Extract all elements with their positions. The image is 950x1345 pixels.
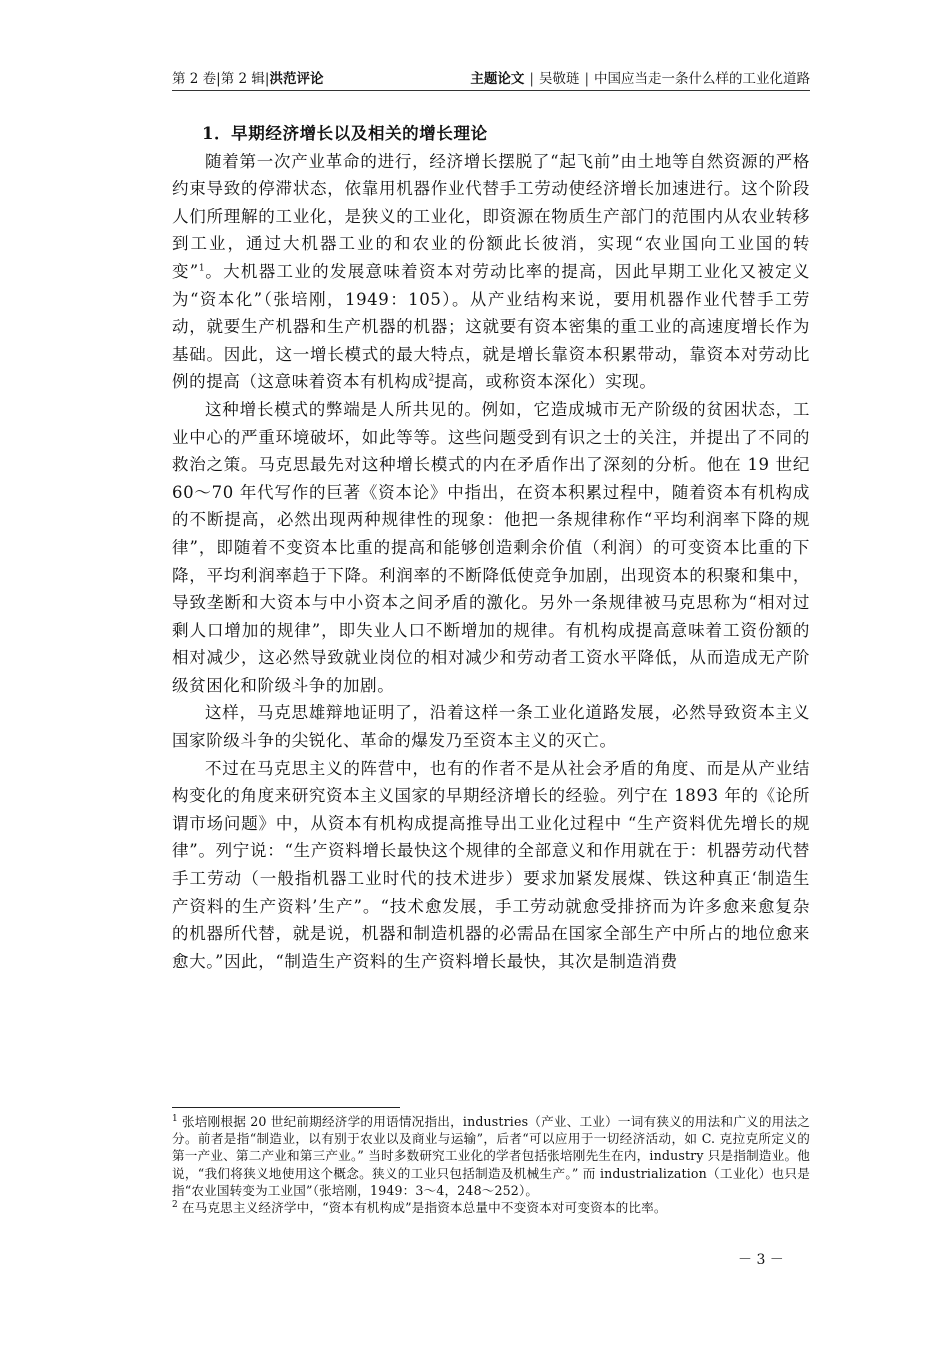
header-article-title: 中国应当走一条什么样的工业化道路: [594, 71, 810, 87]
section-heading: 1．早期经济增长以及相关的增长理论: [202, 124, 488, 143]
footnote-1: [172, 1113, 810, 1199]
header-section: 主题论文: [470, 71, 525, 87]
paragraph-text: 随着第一次产业革命的进行，经济增长摆脱了“起飞前”由土地等自然资源的严格约束导致的停滞状态，依靠用机器作业代替手工劳动使经济增长加速进行。这个阶段人们所理解的工业化，是狭义的工业化，即资源在物质生产部门的范围内从农业转移到工业，通过大机器工业的和农业的份额此长彼消，实现“农业国向工业国的转变”: [172, 151, 810, 281]
page-number: － 3 －: [738, 1252, 784, 1268]
footnote-ref-1: 1: [198, 263, 205, 274]
footnote-mark: 2: [172, 1199, 178, 1210]
footnote-ref-2: 2: [428, 373, 435, 384]
body-text: [172, 120, 810, 975]
header-author: 吴敬琏: [538, 71, 580, 87]
paragraph: 不过在马克思主义的阵营中，也有的作者不是从社会矛盾的角度、而是从产业结构变化的角度来研究资本主义国家的早期经济增长的经验。列宁在 1893 年的《论所谓市场问题》中，从资本有机构成提高推导出工业化过程中 “生产资料优先增长的规律”。列宁说：“生产资料增长最快这个规律的全部意义和作用就在于：机器劳动代替手工劳动（一般指机器工业时代的技术进步）要求加紧发展煤、铁这种真正‘制造生产资料的生产资料’生产”。“技术愈发展，手工劳动就愈受排挤而为许多愈来愈复杂的机器所代替，就是说，机器和制造机器的必需品在国家全部生产中所占的地位愈来愈大。”因此，“制造生产资料的生产资料增长最快，其次是制造消费: [172, 758, 810, 971]
paragraph-text: 提高，或称资本深化）实现。: [434, 372, 657, 392]
header-volume: 第 2 卷|第 2 辑|: [172, 71, 270, 87]
paragraph: [172, 148, 810, 396]
paragraph-text: 。大机器工业的发展意味着资本对劳动比率的提高，因此早期工业化又被定义为“资本化”（张培刚，1949：105）。从产业结构来说，要用机器作业代替手工劳动，就要生产机器和生产机器的机器；这就要有资本密集的重工业的高速度增长作为基础。因此，这一增长模式的最大特点，就是增长靠资本积累带动，靠资本对劳动比例的提高（这意味着资本有机构成: [172, 261, 810, 392]
footnote-text: 张培刚根据 20 世纪前期经济学的用语情况指出，industries（产业、工业）一词有狭义的用法和广义的用法之分。前者是指“制造业，以有别于农业以及商业与运输”，后者“可以应用于一切经济活动，如 C. 克拉克所定义的第一产业、第二产业和第三产业。” 当时多数研究工业化的学者包括张培刚先生在内，industry 只是指制造业。他说，“我们将狭义地使用这个概念。狭义的工业只包括制造及机械生产。” 而 industrialization（工业化）也只是指“农业国转变为工业国”（张培刚，1949：3～4，248～252）。: [172, 1114, 810, 1198]
footnote-text: 在马克思主义经济学中，“资本有机构成”是指资本总量中不变资本对可变资本的比率。: [177, 1200, 667, 1216]
header-journal-name: 洪范评论: [269, 71, 324, 87]
paragraph: 这样，马克思雄辩地证明了，沿着这样一条工业化道路发展，必然导致资本主义国家阶级斗争的尖锐化、革命的爆发乃至资本主义的灭亡。: [172, 703, 810, 751]
header-article-info: [470, 68, 810, 90]
running-header: [172, 68, 810, 91]
header-separator: |: [529, 71, 534, 87]
header-journal-info: [172, 68, 323, 90]
footnote-2: [172, 1199, 810, 1216]
paragraph: 这种增长模式的弊端是人所共见的。例如，它造成城市无产阶级的贫困状态，工业中心的严重环境破坏，如此等等。这些问题受到有识之士的关注，并提出了不同的救治之策。马克思最先对这种增长模式的内在矛盾作出了深刻的分析。他在 19 世纪 60～70 年代写作的巨著《资本论》中指出，在资本积累过程中，随着资本有机构成的不断提高，必然出现两种规律性的现象：他把一条规律称作“平均利润率下降的规律”，即随着不变资本比重的提高和能够创造剩余价值（利润）的可变资本比重的下降，平均利润率趋于下降。利润率的不断降低使竞争加剧，出现资本的积聚和集中，导致垄断和大资本与中小资本之间矛盾的激化。另外一条规律被马克思称为“相对过剩人口增加的规律”，即失业人口不断增加的规律。有机构成提高意味着工资份额的相对减少，这必然导致就业岗位的相对减少和劳动者工资水平降低，从而造成无产阶级贫困化和阶级斗争的加剧。: [172, 399, 810, 695]
footnotes: [172, 1113, 810, 1216]
footnote-divider: [172, 1107, 400, 1108]
header-separator: |: [584, 71, 589, 87]
footnote-mark: 1: [172, 1113, 178, 1124]
